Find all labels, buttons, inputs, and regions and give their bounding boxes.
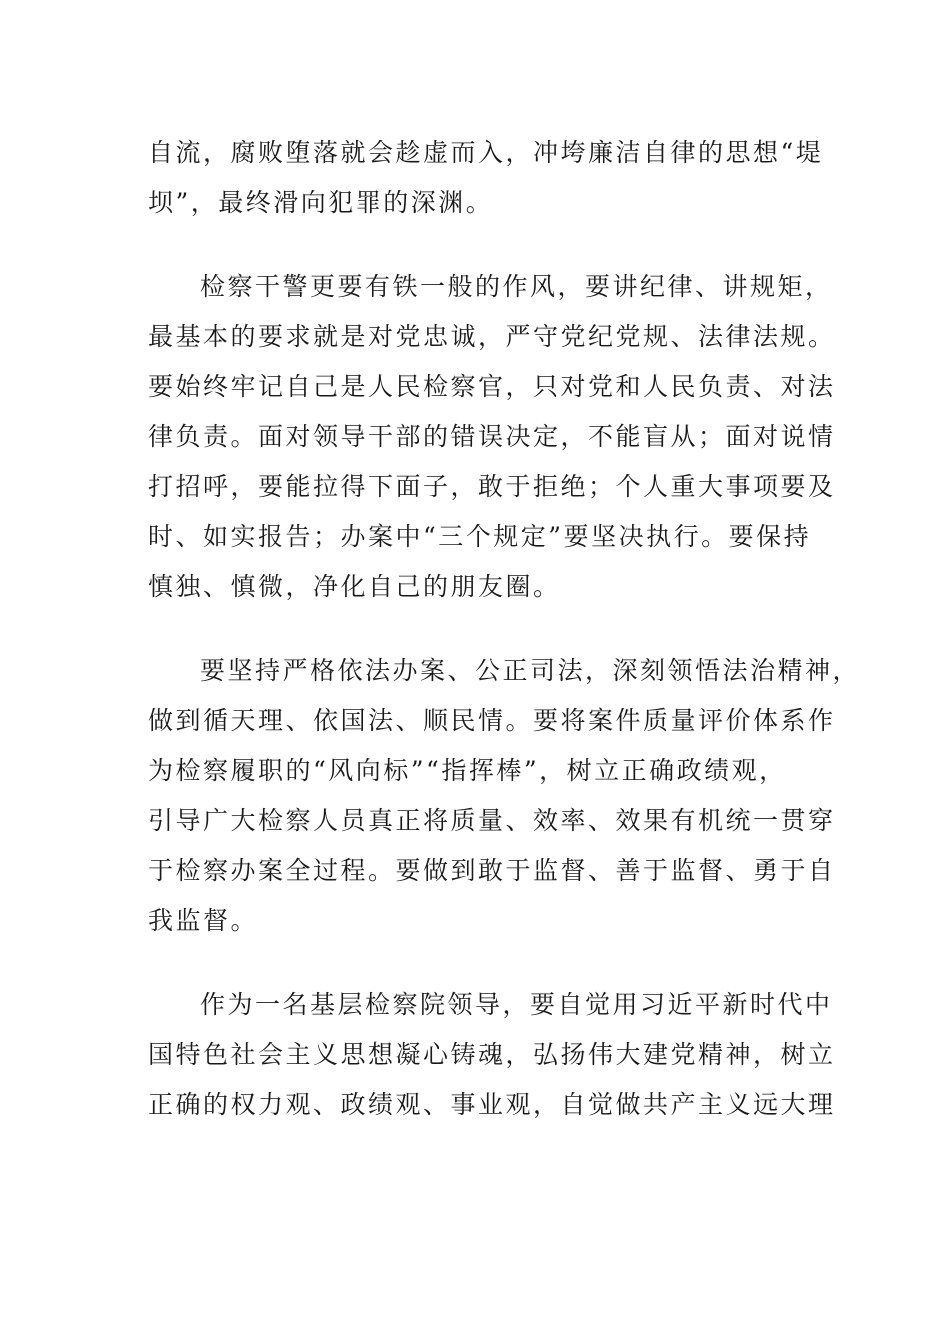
text-line: 我监督。 bbox=[148, 906, 259, 935]
text-line: 律负责。面对领导干部的错误决定，不能盲从；面对说情 bbox=[148, 422, 836, 451]
text-line: 要坚持严格依法办案、公正司法，深刻领悟法治精神， bbox=[200, 656, 861, 685]
paragraph-1 bbox=[148, 128, 824, 228]
text-line: 时、如实报告；办案中“三个规定”要坚决执行。要保持 bbox=[148, 522, 812, 551]
text-line: 做到循天理、依国法、顺民情。要将案件质量评价体系作 bbox=[148, 706, 836, 735]
text-line: 国特色社会主义思想凝心铸魂，弘扬伟大建党精神，树立 bbox=[148, 1040, 836, 1069]
paragraph-4 bbox=[148, 980, 836, 1130]
text-line: 坝”，最终滑向犯罪的深渊。 bbox=[148, 188, 494, 217]
text-line: 慎独、慎微，净化自己的朋友圈。 bbox=[148, 572, 561, 601]
text-line: 为检察履职的“风向标”“指挥棒”，树立正确政绩观， bbox=[148, 756, 787, 785]
paragraph-3 bbox=[148, 646, 861, 946]
text-line: 于检察办案全过程。要做到敢于监督、善于监督、勇于自 bbox=[148, 856, 836, 885]
text-line: 引导广大检察人员真正将质量、效率、效果有机统一贯穿 bbox=[148, 806, 836, 835]
text-line: 自流，腐败堕落就会趁虚而入，冲垮廉洁自律的思想“堤 bbox=[148, 138, 824, 167]
text-line: 打招呼，要能拉得下面子，敢于拒绝；个人重大事项要及 bbox=[148, 472, 836, 501]
text-line: 要始终牢记自己是人民检察官，只对党和人民负责、对法 bbox=[148, 372, 836, 401]
text-line: 作为一名基层检察院领导，要自觉用习近平新时代中 bbox=[200, 990, 833, 1019]
text-line: 最基本的要求就是对党忠诚，严守党纪党规、法律法规。 bbox=[148, 322, 836, 351]
text-line: 正确的权力观、政绩观、事业观，自觉做共产主义远大理 bbox=[148, 1090, 836, 1119]
text-line: 检察干警更要有铁一般的作风，要讲纪律、讲规矩， bbox=[200, 272, 833, 301]
paragraph-2 bbox=[148, 262, 836, 612]
